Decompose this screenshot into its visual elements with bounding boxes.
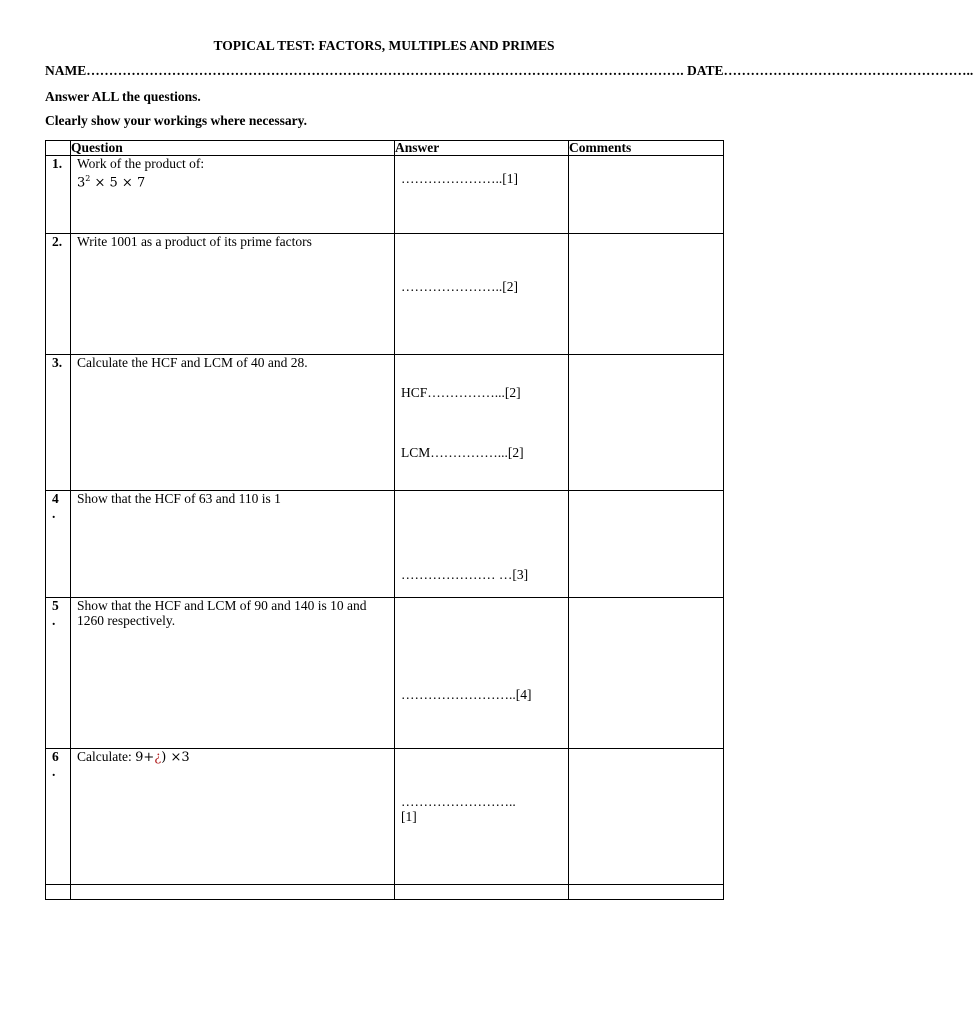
- answer-cell[interactable]: [395, 598, 569, 749]
- table-row: [46, 598, 724, 749]
- questions-table: [45, 140, 724, 900]
- table-row: [46, 234, 724, 355]
- comments-cell[interactable]: [569, 156, 724, 234]
- question-text: Write 1001 as a product of its prime factors: [77, 234, 312, 249]
- comments-cell[interactable]: [569, 234, 724, 355]
- comments-cell[interactable]: [569, 355, 724, 491]
- answer-line: ………………… …[3]: [401, 567, 529, 582]
- header-question: Question: [71, 141, 395, 156]
- table-row: [46, 156, 724, 234]
- question-cell: [71, 355, 395, 491]
- empty-cell: [569, 885, 724, 900]
- question-cell: [71, 234, 395, 355]
- page-title: TOPICAL TEST: FACTORS, MULTIPLES AND PRIMES: [213, 38, 555, 53]
- question-cell: [71, 598, 395, 749]
- answer-cell[interactable]: [395, 749, 569, 885]
- question-number: 2.: [46, 234, 71, 355]
- answer-cell[interactable]: [395, 156, 569, 234]
- empty-cell: [46, 885, 71, 900]
- table-row: [46, 355, 724, 491]
- question-text: Show that the HCF and LCM of 90 and 140 is 10 and 1260 respectively.: [77, 598, 367, 628]
- answer-cell[interactable]: [395, 491, 569, 598]
- answer-line-hcf: HCF……………...[2]: [401, 385, 521, 400]
- question-cell: [71, 156, 395, 234]
- question-number: 6 .: [46, 749, 71, 885]
- name-date-line: NAME……………………………………………………………………………………………………………………. DATE………………………………………………..: [45, 63, 973, 78]
- header-number: [46, 141, 71, 156]
- answer-line: …………………….. [1]: [401, 794, 516, 824]
- table-header-row: [46, 141, 724, 156]
- question-text: Calculate: 9+¿) ×3: [77, 749, 190, 765]
- question-cell: [71, 749, 395, 885]
- answer-line: …………………..[2]: [401, 279, 518, 294]
- answer-line-lcm: LCM……………...[2]: [401, 445, 524, 460]
- question-number: 3.: [46, 355, 71, 491]
- empty-cell: [71, 885, 395, 900]
- question-text: Calculate the HCF and LCM of 40 and 28.: [77, 355, 308, 370]
- question-number: 1.: [46, 156, 71, 234]
- header-answer: Answer: [395, 141, 569, 156]
- header-comments: Comments: [569, 141, 724, 156]
- comments-cell[interactable]: [569, 749, 724, 885]
- question-text: Show that the HCF of 63 and 110 is 1: [77, 491, 281, 506]
- answer-line: ……………………..[4]: [401, 687, 532, 702]
- instruction-show-workings: Clearly show your workings where necessary.: [45, 113, 307, 128]
- instruction-answer-all: Answer ALL the questions.: [45, 89, 201, 104]
- empty-cell: [395, 885, 569, 900]
- answer-cell[interactable]: [395, 355, 569, 491]
- question-number: 5 .: [46, 598, 71, 749]
- table-row-empty: [46, 885, 724, 900]
- answer-line: …………………..[1]: [401, 171, 518, 186]
- question-text: Work of the product of:: [77, 156, 205, 171]
- comments-cell[interactable]: [569, 598, 724, 749]
- answer-cell[interactable]: [395, 234, 569, 355]
- question-cell: [71, 491, 395, 598]
- question-number: 4 .: [46, 491, 71, 598]
- table-row: [46, 491, 724, 598]
- table-row: [46, 749, 724, 885]
- question-math: $3^2 \times 5 \times 7$: [77, 174, 146, 191]
- comments-cell[interactable]: [569, 491, 724, 598]
